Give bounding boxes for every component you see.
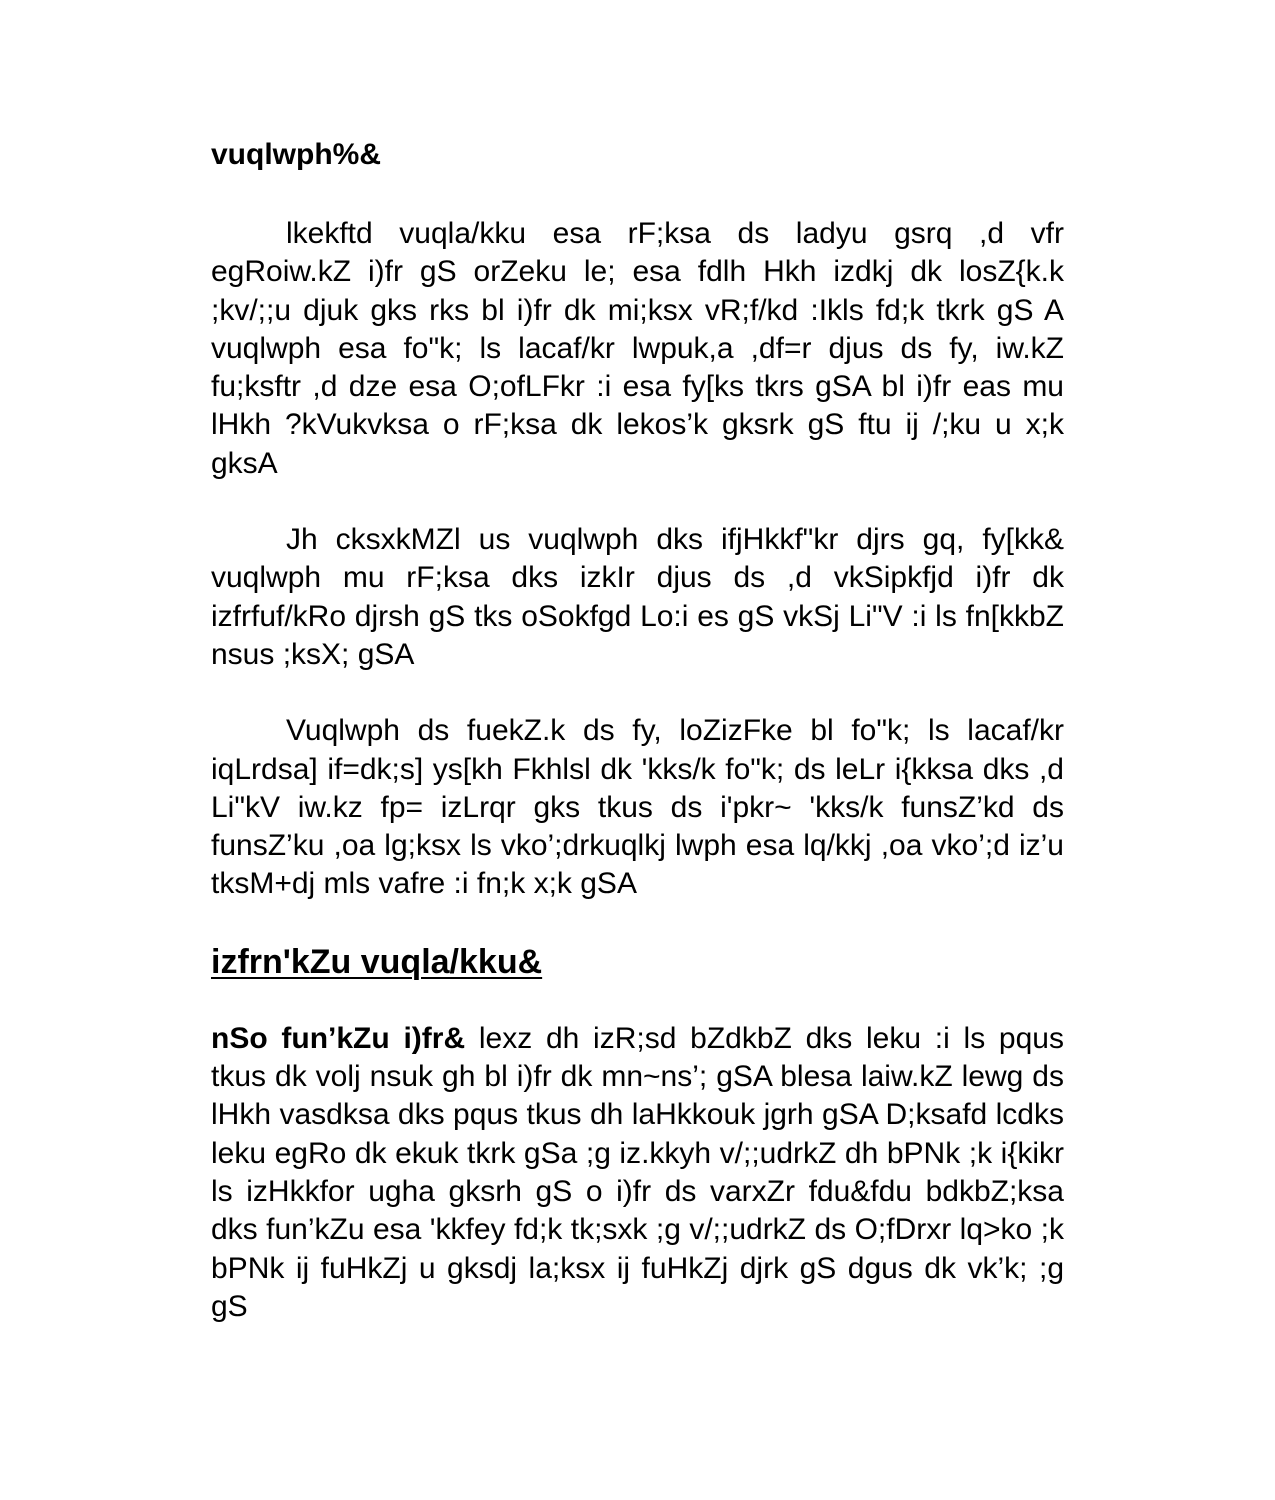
paragraph-2: Jh cksxkMZl us vuqlwph dks ifjHkkf"kr djrs gq, fy[kk& vuqlwph mu rF;ksa dks izkIr djus ds ,d vkSipkfjd i)fr dk izfrfuf/kRo djrsh gS tks oSokfgd Lo:i es gS vkSj Li"V :i ls fn[kkbZ nsus ;ksX; gSA (211, 523, 1064, 671)
section-lead-term: nSo fun’kZu i)fr& (211, 1021, 466, 1055)
paragraph-1: lkekftd vuqla/kku esa rF;ksa ds ladyu gsrq ,d vfr egRoiw.kZ i)fr gS orZeku le; esa fdlh Hkh izdkj dk losZ{k.k ;kv/;;u djuk gks rks bl i)fr dk mi;ksx vR;f/kd :Ikls fd;k tkrk gS A vuqlwph esa fo"k; ls lacaf/kr lwpuk,a ,df=r djus ds fy, iw.kZ fu;ksftr ,d dze esa O;ofLFkr :i esa fy[ks tkrs gSA bl i)fr eas mu lHkh ?kVukvksa o rF;ksa dk lekos’k gksrk gS ftu ij /;ku u x;k gksA (211, 217, 1064, 480)
spacer (211, 904, 1064, 942)
spacer (211, 483, 1064, 521)
spacer (211, 982, 1064, 1020)
spacer (211, 674, 1064, 712)
section-paragraph (211, 1020, 1064, 1326)
section-title: izfrn'kZu vuqla/kku& (211, 942, 543, 981)
section-body-text: lexz dh izR;sd bZdkbZ dks leku :i ls pqus tkus dk volj nsuk gh bl i)fr dk mn~ns’; gSA blesa laiw.kZ lewg ds lHkh vasdksa dks pqus tkus dh laHkkouk jgrh gSA D;ksafd lcdks leku egRo dk ekuk tkrk gSa ;g iz.kkyh v/;;udrkZ dh bPNk ;k i{kikr ls izHkkfor ugha gksrh gS o i)fr ds varxZr fdu&fdu bdkbZ;ksa dks fun’kZu esa 'kkfey fd;k tk;sxk ;g v/;;udrkZ ds O;fDrxr lq>ko ;k bPNk ij fuHkZj u gksdj la;ksx ij fuHkZj djrk gS dgus dk vk’k; ;g gS (211, 1021, 1064, 1323)
document-page (211, 136, 1064, 1326)
paragraph-3: Vuqlwph ds fuekZ.k ds fy, loZizFke bl fo"k; ls lacaf/kr iqLrdsa] if=dk;s] ys[kh Fkhlsl dk 'kks/k fo"k; ds leLr i{kksa dks ,d Li"kV iw.kz fp= izLrqr gks tkus ds i'pkr~ 'kks/k funsZ’kd ds funsZ’ku ,oa lg;ksx ls vko’;drkuqlkj lwph esa lq/kkj ,oa vko’;d iz’u tksM+dj mls vafre :i fn;k x;k gSA (211, 714, 1064, 901)
spacer (211, 174, 1064, 215)
anusuchi-heading: vuqlwph%& (211, 138, 381, 171)
